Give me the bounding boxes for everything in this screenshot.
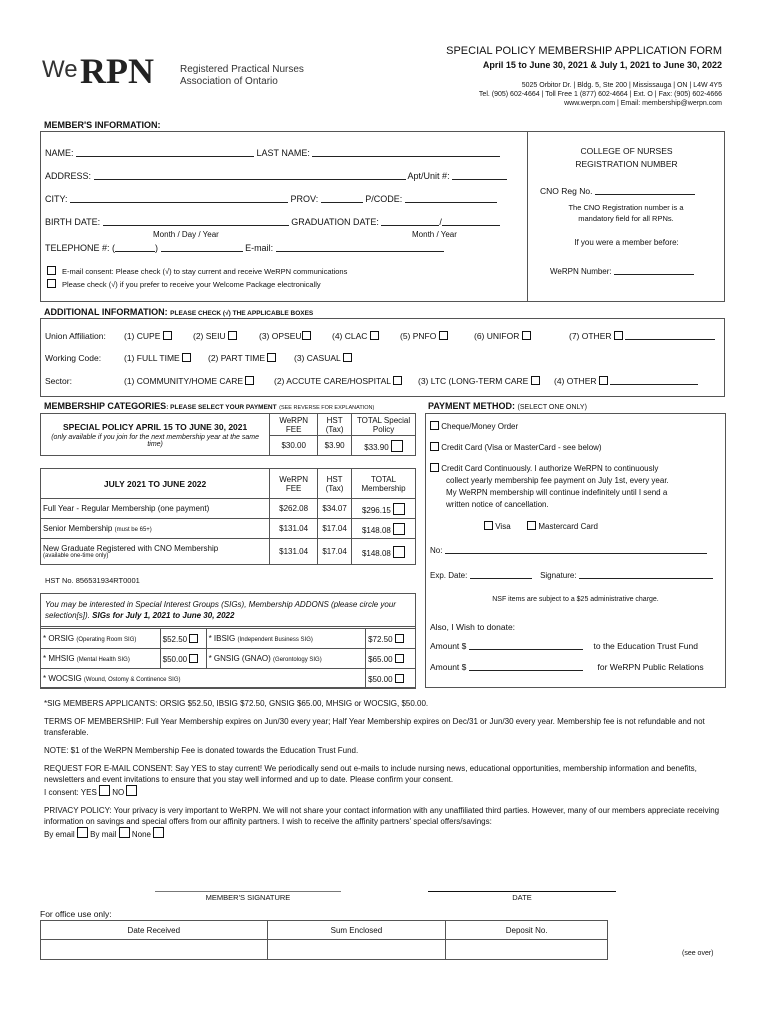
none-checkbox[interactable]	[153, 827, 164, 838]
gnsig-cell	[206, 649, 366, 669]
senior-total: $148.08	[361, 525, 391, 535]
wocsig-label: * WOCSIG	[43, 674, 82, 683]
union-pnfo[interactable]	[400, 331, 448, 341]
bymail-label: By mail	[90, 830, 117, 839]
consent-yes-checkbox[interactable]	[99, 785, 110, 796]
cc-checkbox[interactable]	[430, 442, 439, 451]
member-heading: MEMBER'S INFORMATION:	[44, 120, 161, 130]
email-consent-text: E-mail consent: Please check (√) to stay current and receive WeRPN communications	[62, 267, 348, 276]
wocsig-cell	[41, 669, 366, 689]
newgrad-hst: $17.04	[318, 539, 352, 565]
mastercard-label: Mastercard Card	[538, 522, 598, 531]
union-pnfo-label: (5) PNFO	[400, 331, 437, 341]
cheque-checkbox[interactable]	[430, 421, 439, 430]
email-label: E-mail:	[245, 243, 274, 253]
cno-title-2: REGISTRATION NUMBER	[575, 159, 678, 169]
sig-intro-period: SIGs for July 1, 2021 to June 30, 2022	[92, 611, 235, 620]
cno-reg-label: CNO Reg No.	[540, 186, 593, 196]
sig-intro	[45, 599, 411, 621]
exp-field[interactable]	[470, 570, 532, 579]
ccc-checkbox[interactable]	[430, 463, 439, 472]
special-total-head: TOTAL Special Policy	[352, 414, 416, 436]
address-row	[45, 171, 507, 181]
logo	[42, 50, 312, 92]
notes	[44, 698, 724, 840]
special-hst-head: HST (Tax)	[318, 414, 352, 436]
cc-label: Credit Card (Visa or MasterCard - see below)	[441, 443, 602, 452]
work-fulltime-checkbox[interactable]	[182, 353, 191, 362]
special-total-cell	[352, 436, 416, 456]
office-col-date: Date Received	[41, 921, 268, 940]
byemail-label: By email	[44, 830, 75, 839]
birth-label: BIRTH DATE:	[45, 217, 101, 227]
none-label: None	[131, 830, 151, 839]
cheque-label: Cheque/Money Order	[441, 422, 519, 431]
sig-applicants-note: *SIG MEMBERS APPLICANTS: ORSIG $52.50, IBSIG $72.50, GNSIG $65.00, MHSIG or WOCSIG, $50.00.	[44, 699, 429, 708]
sector-ltc-checkbox[interactable]	[531, 376, 540, 385]
orsig-price-cell	[160, 629, 206, 649]
gnsig-checkbox[interactable]	[395, 654, 404, 663]
last-name-field[interactable]	[312, 148, 500, 157]
nsf-note: NSF items are subject to a $25 administrative charge.	[492, 596, 659, 603]
orsig-label: * ORSIG	[43, 634, 75, 643]
exp-sig-row	[430, 570, 713, 580]
gnsig-label: * GNSIG (GNAO)	[208, 654, 271, 663]
mem-row-label	[41, 519, 270, 539]
ibsig-cell	[206, 629, 366, 649]
cno-title-1: COLLEGE OF NURSES	[580, 146, 673, 156]
special-fee-head: WeRPN FEE	[270, 414, 318, 436]
phone-label: TELEPHONE #: (	[45, 243, 116, 253]
ccc-line-3: My WeRPN membership will continue indefinitely until I send a	[446, 488, 668, 497]
sector-other[interactable]	[554, 376, 698, 386]
welcome-package-checkbox[interactable]	[47, 279, 56, 288]
telephone: Tel. (905) 602-4664 | Toll Free 1 (877) 602-4664 | Ext. O | Fax: (905) 602-4666	[478, 91, 722, 98]
wocsig-price: $50.00	[368, 674, 393, 684]
sector-row	[45, 376, 72, 386]
categories-title: MEMBERSHIP CATEGORIES	[44, 401, 167, 411]
work-fulltime-label: (1) FULL TIME	[124, 353, 180, 363]
pay-cc[interactable]	[430, 442, 602, 452]
table-row	[41, 499, 416, 519]
name-field[interactable]	[76, 148, 254, 157]
apt-field[interactable]	[452, 171, 507, 180]
donate-target-1: to the Education Trust Fund	[593, 641, 698, 651]
newgrad-fee: $131.04	[270, 539, 318, 565]
email-consent-checkbox[interactable]	[47, 266, 56, 275]
cno-before: If you were a member before:	[574, 238, 679, 247]
hst-number: HST No. 856531934RT0001	[45, 576, 140, 585]
donate-label: Also, I Wish to donate:	[430, 622, 516, 632]
office-col-sum: Sum Enclosed	[267, 921, 446, 940]
address-field[interactable]	[94, 171, 406, 180]
full-year-label: Full Year - Regular Membership (one payment)	[43, 504, 210, 513]
union-clac[interactable]	[332, 331, 379, 341]
mhsig-label: * MHSIG	[43, 654, 75, 663]
donate-amount-field-1[interactable]	[469, 641, 583, 650]
email-field[interactable]	[276, 243, 444, 252]
full-year-total: $296.15	[361, 505, 391, 515]
wocsig-price-cell	[366, 669, 416, 689]
form-title: SPECIAL POLICY MEMBERSHIP APPLICATION FORM	[446, 45, 722, 57]
newgrad-total-cell	[352, 539, 416, 565]
welcome-package-text: Please check (√) if you prefer to receive your Welcome Package electronically	[62, 280, 321, 289]
city-row	[45, 194, 497, 204]
ibsig-sub: (Independent Business SIG)	[237, 637, 313, 643]
grad-label: GRADUATION DATE:	[291, 217, 379, 227]
card-number-label: No:	[430, 546, 443, 555]
donation-note: NOTE: $1 of the WeRPN Membership Fee is donated towards the Education Trust Fund.	[44, 746, 359, 755]
mhsig-cell	[41, 649, 161, 669]
office-cell-date[interactable]	[41, 940, 268, 960]
table-row	[41, 519, 416, 539]
mhsig-sub: (Mental Health SIG)	[76, 657, 130, 663]
senior-label: Senior Membership	[43, 524, 113, 533]
categories-sub2: (SEE REVERSE FOR EXPLANATION)	[279, 405, 375, 411]
donate-row-1	[430, 641, 698, 651]
union-unifor-label: (6) UNIFOR	[474, 331, 520, 341]
union-unifor[interactable]	[474, 331, 531, 341]
prov-label: PROV:	[290, 194, 319, 204]
special-title-cell	[41, 414, 270, 456]
consent-yes-label: I consent: YES	[44, 788, 97, 797]
prov-field[interactable]	[321, 194, 363, 203]
member-signature-label: MEMBER'S SIGNATURE	[205, 893, 291, 902]
work-fulltime[interactable]	[124, 353, 191, 363]
office-use-label: For office use only:	[40, 909, 112, 919]
wocsig-sub: (Wound, Ostomy & Continence SIG)	[83, 677, 181, 683]
pay-ccc[interactable]	[430, 463, 669, 511]
work-parttime[interactable]	[208, 353, 276, 363]
union-unifor-checkbox[interactable]	[522, 331, 531, 340]
senior-hst: $17.04	[318, 519, 352, 539]
card-number-field[interactable]	[445, 545, 707, 554]
phone-area-field[interactable]	[115, 243, 155, 252]
union-cupe-checkbox[interactable]	[163, 331, 172, 340]
special-policy-checkbox[interactable]	[391, 440, 403, 452]
categories-heading	[44, 401, 374, 411]
special-title: SPECIAL POLICY APRIL 15 TO JUNE 30, 2021	[62, 421, 248, 432]
pcode-field[interactable]	[405, 194, 497, 203]
member-signature-line[interactable]	[155, 891, 341, 892]
ibsig-checkbox[interactable]	[395, 634, 404, 643]
privacy-options	[44, 827, 724, 840]
byemail-checkbox[interactable]	[77, 827, 88, 838]
payment-title: PAYMENT METHOD:	[428, 401, 516, 411]
work-casual-label: (3) CASUAL	[294, 353, 341, 363]
sector-label: Sector:	[45, 376, 72, 386]
phone-paren: )	[155, 243, 159, 253]
union-label: Union Affiliation:	[45, 331, 106, 341]
sector-ltc[interactable]	[418, 376, 540, 386]
orsig-sub: (Operating Room SIG)	[76, 637, 137, 643]
senior-checkbox[interactable]	[393, 523, 405, 535]
ibsig-label: * IBSIG	[208, 634, 236, 643]
birth-format-hint: Month / Day / Year	[153, 230, 219, 239]
mem-row-label	[41, 499, 270, 519]
birth-row: BIRTH DATE: GRADUATION DATE: /	[45, 217, 500, 227]
werpn-number-label: WeRPN Number:	[550, 267, 612, 276]
newgrad-total: $148.08	[361, 548, 391, 558]
exp-label: Exp. Date:	[430, 571, 468, 580]
sector-community-label: (1) COMMUNITY/HOME CARE	[124, 376, 243, 386]
consent-no-checkbox[interactable]	[126, 785, 137, 796]
senior-sub: (must be 65+)	[114, 527, 152, 533]
consent-row-1	[47, 266, 347, 276]
grad-month-field[interactable]	[381, 217, 439, 226]
visa-checkbox[interactable]	[484, 521, 493, 530]
consent-no-label: NO	[112, 788, 125, 797]
union-pnfo-checkbox[interactable]	[439, 331, 448, 340]
date-label: DATE	[512, 893, 532, 902]
union-row	[45, 331, 106, 341]
orsig-price: $52.50	[162, 634, 188, 644]
mem-fee-head: WeRPN FEE	[270, 469, 318, 499]
werpn-number-row	[550, 266, 694, 276]
gnsig-sub: (Gerontology SIG)	[273, 657, 322, 663]
membership-table	[40, 468, 416, 565]
donate-amount-label-1: Amount $	[430, 641, 467, 651]
form-dates: April 15 to June 30, 2021 & July 1, 2021 to June 30, 2022	[482, 60, 722, 70]
payment-sub: (SELECT ONE ONLY)	[517, 404, 587, 411]
senior-fee: $131.04	[270, 519, 318, 539]
special-policy-table	[40, 413, 416, 456]
donate-row-2	[430, 662, 704, 672]
union-seiu-checkbox[interactable]	[228, 331, 237, 340]
card-sig-label: Signature:	[540, 571, 577, 580]
union-opseu[interactable]	[259, 331, 311, 341]
special-fee: $30.00	[270, 436, 318, 456]
pay-cheque[interactable]	[430, 421, 518, 431]
card-number-row	[430, 545, 707, 555]
sector-acute-label: (2) ACCUTE CARE/HOSPITAL	[274, 376, 391, 386]
sector-acute[interactable]	[274, 376, 402, 386]
work-parttime-checkbox[interactable]	[267, 353, 276, 362]
form-header	[302, 45, 722, 107]
full-year-checkbox[interactable]	[393, 503, 405, 515]
grad-year-field[interactable]	[442, 217, 500, 226]
mhsig-price: $50.00	[162, 654, 188, 664]
table-row	[41, 539, 416, 565]
union-opseu-checkbox[interactable]	[302, 331, 311, 340]
special-total: $33.90	[364, 442, 389, 452]
special-hst: $3.90	[318, 436, 352, 456]
full-year-total-cell	[352, 499, 416, 519]
work-label: Working Code:	[45, 353, 102, 363]
bymail-checkbox[interactable]	[119, 827, 130, 838]
full-year-hst: $34.07	[318, 499, 352, 519]
privacy-note: PRIVACY POLICY: Your privacy is very important to WeRPN. We will not share your contact information with any unaffiliated third parties. However, many of our members appreciate receiving information on savings and special offers from our affinity partners. I wish to receive the affinity partners' special offers/savings:	[44, 806, 720, 826]
sector-other-label: (4) OTHER	[554, 376, 597, 386]
logo-name-1: Registered Practical Nurses	[180, 64, 304, 75]
senior-total-cell	[352, 519, 416, 539]
pcode-label: P/CODE:	[365, 194, 403, 204]
mem-total-head: TOTAL Membership	[352, 469, 416, 499]
city-field[interactable]	[70, 194, 288, 203]
name-row	[45, 148, 500, 158]
werpn-number-field[interactable]	[614, 266, 694, 275]
sector-acute-checkbox[interactable]	[393, 376, 402, 385]
union-other-label: (7) OTHER	[569, 331, 612, 341]
work-row	[45, 353, 101, 363]
gnsig-price-cell	[366, 649, 416, 669]
date-line[interactable]	[428, 891, 616, 892]
categories-sub: : PLEASE SELECT YOUR PAYMENT	[166, 404, 277, 411]
city-label: CITY:	[45, 194, 68, 204]
additional-heading	[44, 307, 313, 317]
name-label: NAME:	[45, 148, 74, 158]
newgrad-label: New Graduate Registered with CNO Membership	[43, 544, 219, 553]
cno-note: The CNO Registration number is a mandatory field for all RPNs.	[568, 203, 684, 223]
ibsig-price: $72.50	[368, 634, 393, 644]
mastercard-checkbox[interactable]	[527, 521, 536, 530]
office-col-deposit: Deposit No.	[446, 921, 608, 940]
web-email: www.werpn.com | Email: membership@werpn.com	[564, 100, 722, 107]
logo-rpn: RPN	[80, 51, 154, 91]
gnsig-price: $65.00	[368, 654, 393, 664]
union-clac-label: (4) CLAC	[332, 331, 368, 341]
email-request-note: REQUEST FOR E-MAIL CONSENT: Say YES to stay current! We periodically send out e-mails to include nursing news, educational opportunities, membership information and benefits, newsletters and event invitations to ensure that you stay well informed and up to date. Please confirm your consent.	[44, 764, 697, 784]
birth-field[interactable]	[103, 217, 289, 226]
wocsig-checkbox[interactable]	[395, 674, 404, 683]
cno-reg-field[interactable]	[595, 186, 695, 195]
orsig-checkbox[interactable]	[189, 634, 198, 643]
ibsig-price-cell	[366, 629, 416, 649]
ccc-line-4: written notice of cancellation.	[446, 500, 549, 509]
work-casual[interactable]	[294, 353, 352, 363]
ccc-line-2: collect yearly membership fee payment on July 1st, every year.	[446, 476, 669, 485]
cno-panel	[528, 146, 725, 169]
apt-label: Apt/Unit #:	[407, 171, 450, 181]
sig-divider	[40, 626, 416, 627]
union-other[interactable]	[569, 331, 715, 341]
donate-amount-label-2: Amount $	[430, 662, 467, 672]
union-seiu[interactable]	[193, 331, 237, 341]
newgrad-checkbox[interactable]	[393, 546, 405, 558]
office-cell-deposit[interactable]	[446, 940, 608, 960]
consent-row	[44, 785, 724, 798]
logo-we: We	[42, 56, 78, 83]
phone-row	[45, 243, 444, 253]
mem-row-label	[41, 539, 270, 565]
union-other-field[interactable]	[625, 331, 715, 340]
sig-table	[40, 628, 416, 689]
work-casual-checkbox[interactable]	[343, 353, 352, 362]
work-parttime-label: (2) PART TIME	[208, 353, 265, 363]
office-table	[40, 920, 608, 960]
see-over: (see over)	[682, 950, 714, 957]
phone-field[interactable]	[161, 243, 243, 252]
ccc-line-1: Credit Card Continuously. I authorize WeRPN to continuously	[441, 464, 659, 473]
donate-target-2: for WeRPN Public Relations	[597, 662, 704, 672]
union-cupe[interactable]	[124, 331, 172, 341]
additional-sub: PLEASE CHECK (√) THE APPLICABLE BOXES	[170, 310, 314, 317]
mhsig-price-cell	[160, 649, 206, 669]
consent-row-2	[47, 279, 321, 289]
sector-other-field[interactable]	[610, 376, 698, 385]
address: 5025 Orbitor Dr. | Bldg. 5, Ste 200 | Mississauga | ON | L4W 4Y5	[521, 82, 722, 89]
sig-intro-text: You may be interested in Special Interest Groups (SIGs), Membership ADDONS (please circle your selection[s]).	[45, 600, 396, 620]
card-type-row	[484, 521, 598, 531]
union-other-checkbox[interactable]	[614, 331, 623, 340]
grad-format-hint: Month / Year	[412, 230, 457, 239]
july-title: JULY 2021 TO JUNE 2022	[41, 469, 270, 499]
logo-name-2: Association of Ontario	[180, 76, 278, 87]
payment-heading	[428, 401, 587, 411]
union-seiu-label: (2) SEIU	[193, 331, 226, 341]
special-note: (only available if you join for the next membership year at the same time)	[51, 433, 259, 448]
last-name-label: LAST NAME:	[256, 148, 310, 158]
newgrad-sub: (available one-time only)	[43, 553, 109, 559]
donate-amount-field-2[interactable]	[469, 662, 583, 671]
cno-reg-row	[540, 186, 695, 196]
full-year-fee: $262.08	[270, 499, 318, 519]
address-label: ADDRESS:	[45, 171, 92, 181]
visa-label: Visa	[495, 522, 511, 531]
additional-title: ADDITIONAL INFORMATION:	[44, 307, 168, 317]
union-opseu-label: (3) OPSEU	[259, 331, 302, 341]
union-cupe-label: (1) CUPE	[124, 331, 161, 341]
orsig-cell	[41, 629, 161, 649]
sector-other-checkbox[interactable]	[599, 376, 608, 385]
sector-community[interactable]	[124, 376, 254, 386]
mhsig-checkbox[interactable]	[189, 654, 198, 663]
office-cell-sum[interactable]	[267, 940, 446, 960]
sector-community-checkbox[interactable]	[245, 376, 254, 385]
card-sig-field[interactable]	[579, 570, 713, 579]
union-clac-checkbox[interactable]	[370, 331, 379, 340]
terms-note: TERMS OF MEMBERSHIP: Full Year Membership expires on Jun/30 every year; Half Year Membership expires on Dec/31 or Jun/30 every year. Membership fee is not refundable and not transferable.	[44, 717, 705, 737]
mem-hst-head: HST (Tax)	[318, 469, 352, 499]
sector-ltc-label: (3) LTC (LONG-TERM CARE	[418, 376, 529, 386]
